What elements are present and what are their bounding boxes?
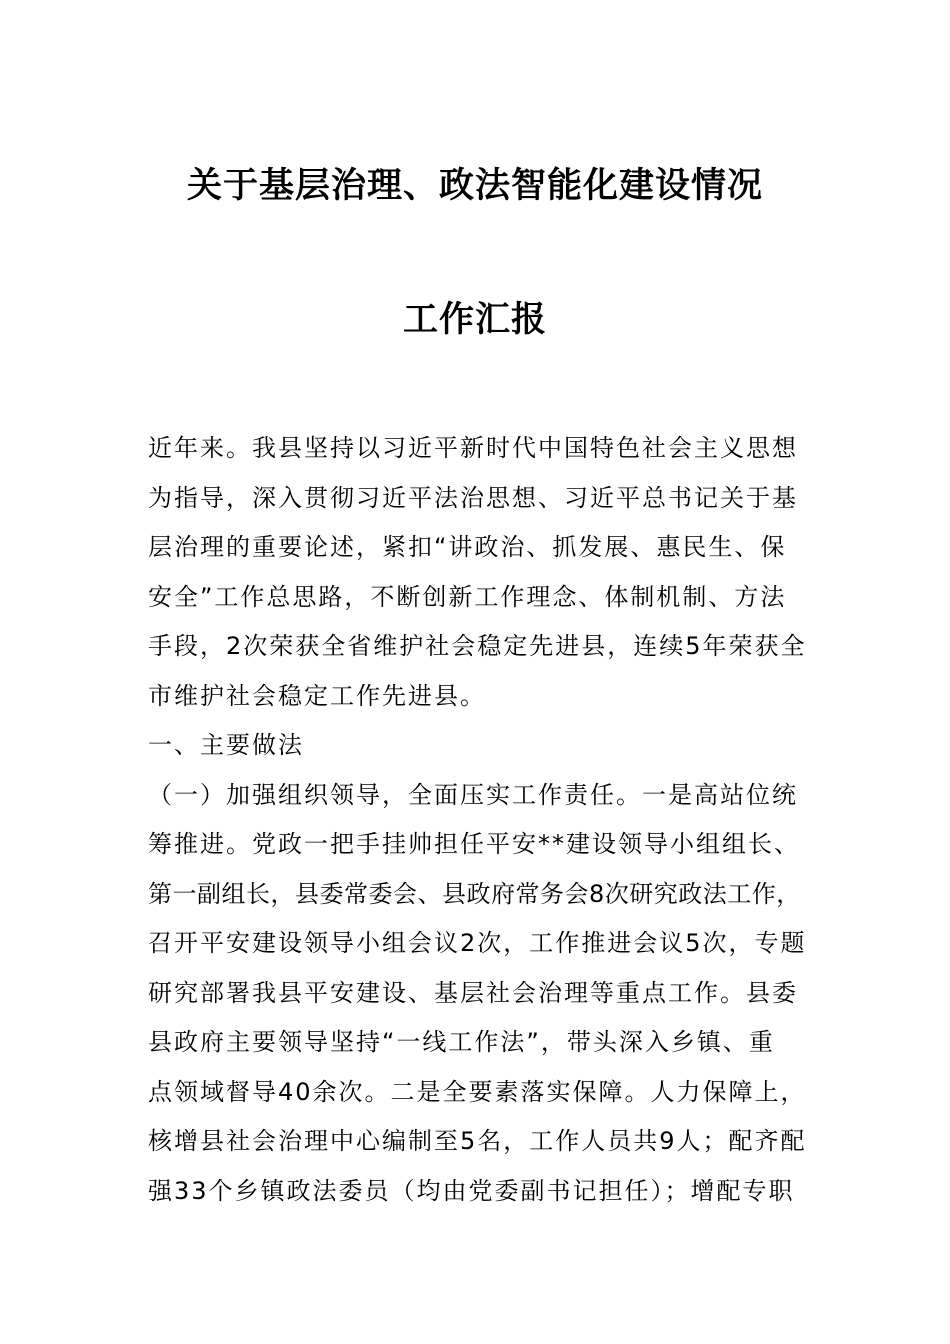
body-line: 近年来。我县坚持以习近平新时代中国特色社会主义思想 bbox=[148, 434, 798, 462]
body-line: 为指导，深入贯彻习近平法治思想、习近平总书记关于基 bbox=[148, 483, 798, 512]
document-title-line-2: 工作汇报 bbox=[402, 299, 547, 340]
body-line: 第一副组长，县委常委会、县政府常务会8次研究政法工作， bbox=[148, 879, 801, 908]
body-line: 筹推进。党政一把手挂帅担任平安**建设领导小组组长、 bbox=[148, 830, 800, 858]
body-line: 研究部署我县平安建设、基层社会治理等重点工作。县委 bbox=[148, 978, 798, 1007]
body-line: 召开平安建设领导小组会议2次，工作推进会议5次，专题 bbox=[148, 929, 807, 957]
body-line: 强33个乡镇政法委员（均由党委副书记担任）；增配专职 bbox=[148, 1176, 795, 1205]
body-line: 层治理的重要论述，紧扣“讲政治、抓发展、惠民生、保 bbox=[148, 533, 787, 561]
document-title-line-1: 关于基层治理、政法智能化建设情况 bbox=[186, 165, 763, 206]
body-line: （一）加强组织领导，全面压实工作责任。一是高站位统 bbox=[148, 780, 798, 809]
document-body bbox=[148, 424, 824, 1216]
section-heading: 一、主要做法 bbox=[148, 731, 304, 759]
body-line: 核增县社会治理中心编制至5名，工作人员共9人；配齐配 bbox=[148, 1127, 807, 1155]
body-line: 市维护社会稳定工作先进县。 bbox=[148, 681, 486, 710]
body-line: 县政府主要领导坚持“一线工作法”，带头深入乡镇、重 bbox=[148, 1028, 775, 1056]
body-line: 安全”工作总思路，不断创新工作理念、体制机制、方法 bbox=[148, 582, 787, 611]
body-line: 手段，2次荣获全省维护社会稳定先进县，连续5年荣获全 bbox=[148, 632, 807, 660]
body-line: 点领域督导40余次。二是全要素落实保障。人力保障上， bbox=[148, 1077, 807, 1106]
